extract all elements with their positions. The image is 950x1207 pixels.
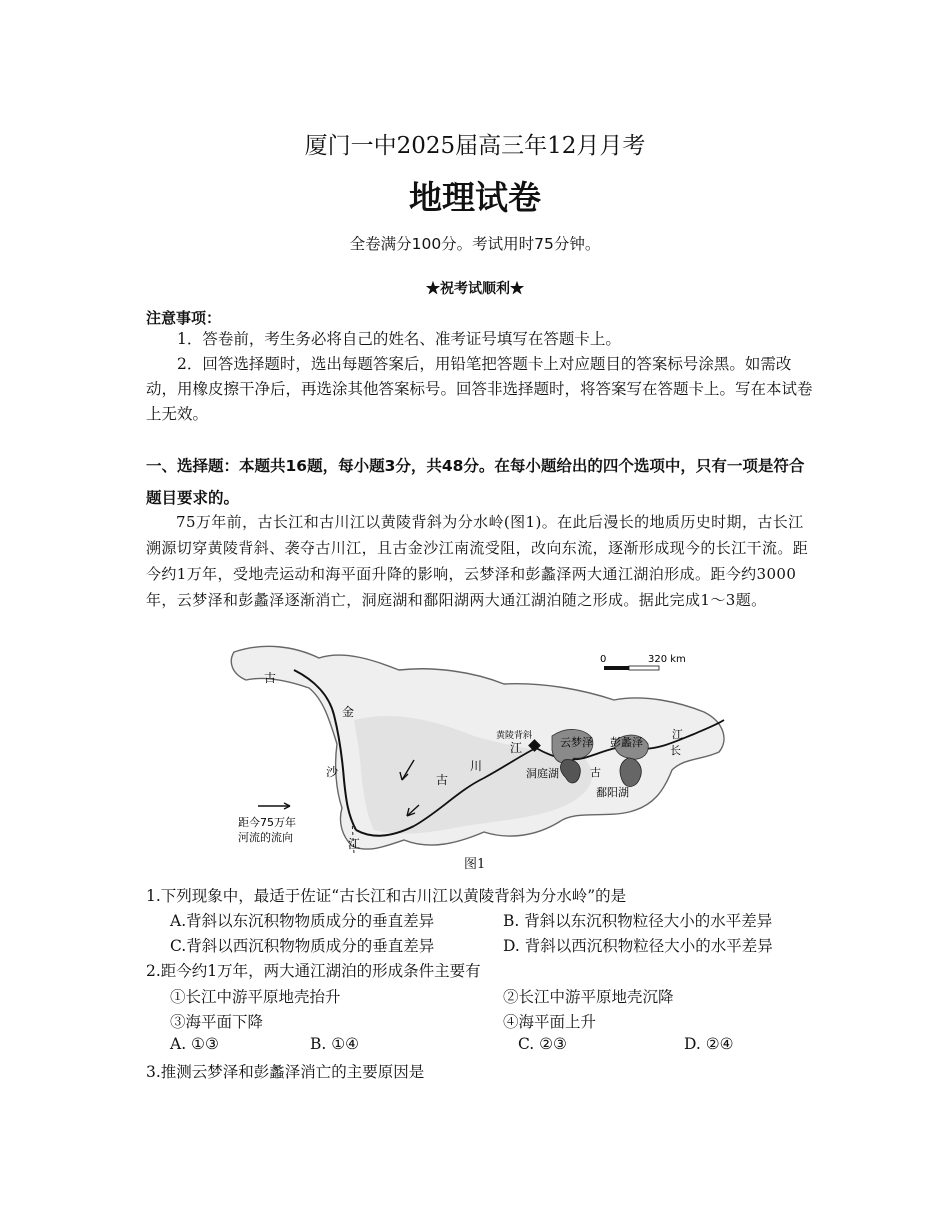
q1-option-d: D. 背斜以西沉积物粒径大小的水平差异 — [503, 937, 773, 955]
notice-item-2: 2．回答选择题时，选出每题答案后，用铅笔把答题卡上对应题目的答案标号涂黑。如需改动，用橡皮擦干净后，再选涂其他答案标号。回答非选择题时，将答案写在答题卡上。写在本试卷上无效。 — [146, 355, 813, 423]
school-exam-title: 厦门一中2025届高三年12月月考 — [304, 133, 646, 159]
q1-option-c: C.背斜以西沉积物物质成分的垂直差异 — [170, 937, 435, 955]
q1-option-b: B. 背斜以东沉积物粒径大小的水平差异 — [503, 912, 773, 930]
section-1-title: 一、选择题：本题共16题，每小题3分，共48分。在每小题给出的四个选项中，只有一项是符合题目要求的。 — [146, 457, 805, 507]
question-1-stem: 1.下列现象中，最适于佐证“古长江和古川江以黄陵背斜为分水岭”的是 — [146, 887, 627, 905]
legend-line-2: 河流的流向 — [238, 831, 293, 844]
figure-caption: 图1 — [464, 857, 486, 872]
q2-option-c: C. ②③ — [518, 1035, 567, 1053]
q2-option-b: B. ①④ — [310, 1035, 360, 1053]
label-gu: 古 — [264, 671, 277, 685]
label-jiang-south: 江 — [348, 837, 361, 851]
label-poyang: 鄱阳湖 — [596, 786, 629, 799]
q2-option-d: D. ②④ — [684, 1035, 734, 1053]
notice-title: 注意事项： — [146, 309, 222, 327]
poyang-lake — [620, 758, 641, 787]
scale-zero: 0 — [600, 654, 607, 665]
label-gu3: 古 — [590, 766, 601, 779]
label-chuan: 川 — [470, 759, 483, 773]
scale-label: 320 km — [648, 654, 686, 665]
question-3-stem: 3.推测云梦泽和彭蠡泽消亡的主要原因是 — [146, 1063, 425, 1081]
blessing-line: ★祝考试顺利★ — [426, 281, 524, 297]
label-jiang-mid: 江 — [510, 741, 523, 755]
label-sha: 沙 — [326, 765, 339, 779]
material-paragraph: 75万年前，古长江和古川江以黄陵背斜为分水岭(图1)。在此后漫长的地质历史时期，古长江溯源切穿黄陵背斜、袭夺古川江，且古金沙江南流受阻，改向东流，逐渐形成现今的长江干流。距今约1万年，受地壳运动和海平面升降的影响，云梦泽和彭蠡泽两大通江湖泊形成。距今约3000年，云梦泽和彭蠡泽逐渐消亡，洞庭湖和鄱阳湖两大通江湖泊随之形成。据此完成1～3题。 — [146, 513, 809, 609]
q2-option-a: A. ①③ — [170, 1035, 219, 1053]
question-2-stem: 2.距今约1万年，两大通江湖泊的形成条件主要有 — [146, 962, 481, 980]
label-jin: 金 — [342, 705, 355, 719]
label-chang: 长 — [670, 744, 681, 757]
label-jiang-east: 江 — [672, 728, 683, 741]
label-yunmengze: 云梦泽 — [560, 736, 593, 749]
scale-bar — [604, 666, 629, 670]
notice-item-1: 1．答卷前，考生务必将自己的姓名、准考证号填写在答题卡上。 — [177, 330, 621, 348]
q2-item-1: ①长江中游平原地壳抬升 — [170, 988, 341, 1006]
label-huangling: 黄陵背斜 — [496, 731, 533, 741]
q2-item-2: ②长江中游平原地壳沉降 — [503, 988, 674, 1006]
exam-info: 全卷满分100分。考试用时75分钟。 — [349, 235, 601, 253]
label-gu2: 古 — [436, 773, 449, 787]
label-pengliz: 彭蠡泽 — [610, 736, 643, 749]
subject-title: 地理试卷 — [409, 178, 541, 217]
yangtze-map-figure — [224, 640, 734, 855]
label-dongting: 洞庭湖 — [526, 767, 559, 780]
q1-option-a: A.背斜以东沉积物物质成分的垂直差异 — [170, 912, 435, 930]
q2-item-4: ④海平面上升 — [503, 1013, 597, 1031]
legend-line-1: 距今75万年 — [238, 816, 296, 829]
q2-item-3: ③海平面下降 — [170, 1013, 264, 1031]
